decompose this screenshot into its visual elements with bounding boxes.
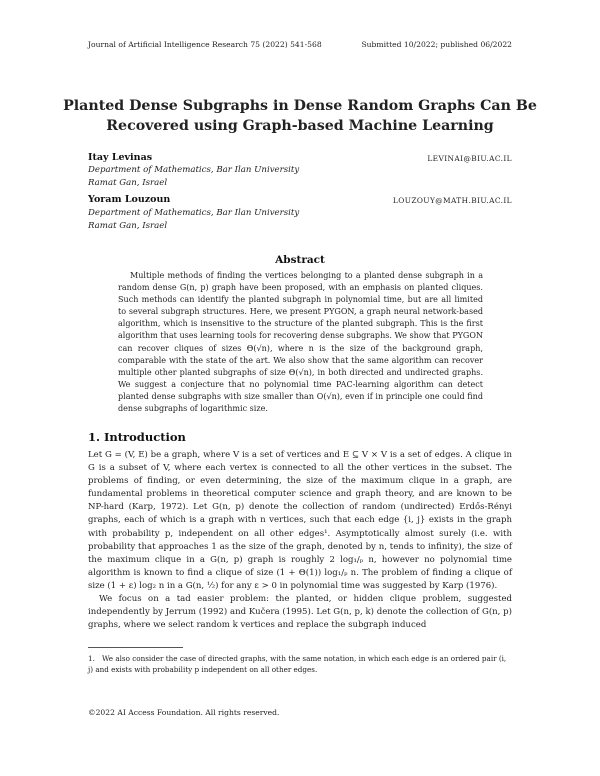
footnote-rule <box>88 647 183 648</box>
intro-paragraph-1: Let G = (V, E) be a graph, where V is a set of vertices and E ⊆ V × V is a set of edges. A clique in G is a subset of V, where each vertex is connected to all the other vertices in the subset. The problems of finding, or even determining, the size of the maximum clique in a graph, are fundamental problems in theoretical computer science and graph theory, and are known to be NP-hard (Karp, 1972). Let G(n, p) denote the collection of random (undirected) Erdős-Rényi graphs, each of which is a graph with n vertices, such that each edge {i, j} exists in the graph with probability p, independent on all other edges¹. Asymptotically almost surely (i.e. with probability that approaches 1 as the size of the graph, denoted by n, tends to infinity), the size of the maximum clique in a G(n, p) graph is roughly 2 log₁/ₚ n, however no polynomial time algorithm is known to find a clique of size (1 + Θ(1)) log₁/ₚ n. The problem of finding a clique of size (1 + ε) log₂ n in a G(n, ½) for any ε > 0 in polynomial time was suggested by Karp (1976). <box>88 450 512 591</box>
author-affiliation-2 <box>88 207 299 232</box>
title-line-1: Planted Dense Subgraphs in Dense Random Graphs Can Be <box>63 98 537 114</box>
introduction-body <box>88 449 512 632</box>
author-dept-1: Department of Mathematics, Bar Ilan University <box>88 165 300 175</box>
abstract-text: Multiple methods of finding the vertices belonging to a planted dense subgraph in a random dense G(n, p) graph have been proposed, with an emphasis on planted cliques. Such methods can identify the planted subgraph in polynomial time, but are all limited to several subgraph structures. Here, we present PYGON, a graph neural network-based algorithm, which is insensitive to the structure of the planted subgraph. This is the first algorithm that uses learning tools for recovering dense subgraphs. We show that PYGON can recover cliques of sizes Θ(√n), where n is the size of the background graph, comparable with the state of the art. We also show that the same algorithm can recover multiple other planted subgraphs of size Θ(√n), in both directed and undirected graphs. We suggest a conjecture that no polynomial time PAC-learning algorithm can detect planted dense subgraphs with size smaller than O(√n), even if in principle one could find dense subgraphs of logarithmic size. <box>118 271 483 414</box>
footnote-text: We also consider the case of directed graphs, with the same notation, in which each edge is an ordered pair (i, j) and exists with probability p independent on all other edges. <box>88 654 507 674</box>
author-city-2: Ramat Gan, Israel <box>88 220 168 231</box>
abstract-heading: Abstract <box>275 254 325 266</box>
author-email-1[interactable]: LEVINAI@BIU.AC.IL <box>427 154 512 163</box>
journal-header: Journal of Artificial Intelligence Research 75 (2022) 541-568 <box>88 40 322 49</box>
copyright-notice: ©2022 AI Access Foundation. All rights reserved. <box>88 708 280 717</box>
dates-header: Submitted 10/2022; published 06/2022 <box>361 40 512 49</box>
intro-paragraph-2: We focus on a tad easier problem: the planted, or hidden clique problem, suggested independently by Jerrum (1992) and Kučera (1995). Let G(n, p, k) denote the collection of G(n, p) graphs, where we select random k vertices and replace the subgraph induced <box>88 594 512 631</box>
paper-title <box>60 96 540 136</box>
author-name-2: Yoram Louzoun <box>88 194 171 205</box>
title-line-2: Recovered using Graph-based Machine Learning <box>106 118 494 134</box>
footnote <box>88 654 512 675</box>
author-city-1: Ramat Gan, Israel <box>88 177 168 188</box>
author-dept-2: Department of Mathematics, Bar Ilan University <box>88 208 300 218</box>
author-email-2[interactable]: LOUZOUY@MATH.BIU.AC.IL <box>392 196 512 205</box>
section-heading-introduction: 1. Introduction <box>88 430 186 444</box>
author-name-1: Itay Levinas <box>88 152 153 163</box>
footnote-number: 1. <box>88 654 95 663</box>
author-affiliation-1 <box>88 164 299 189</box>
